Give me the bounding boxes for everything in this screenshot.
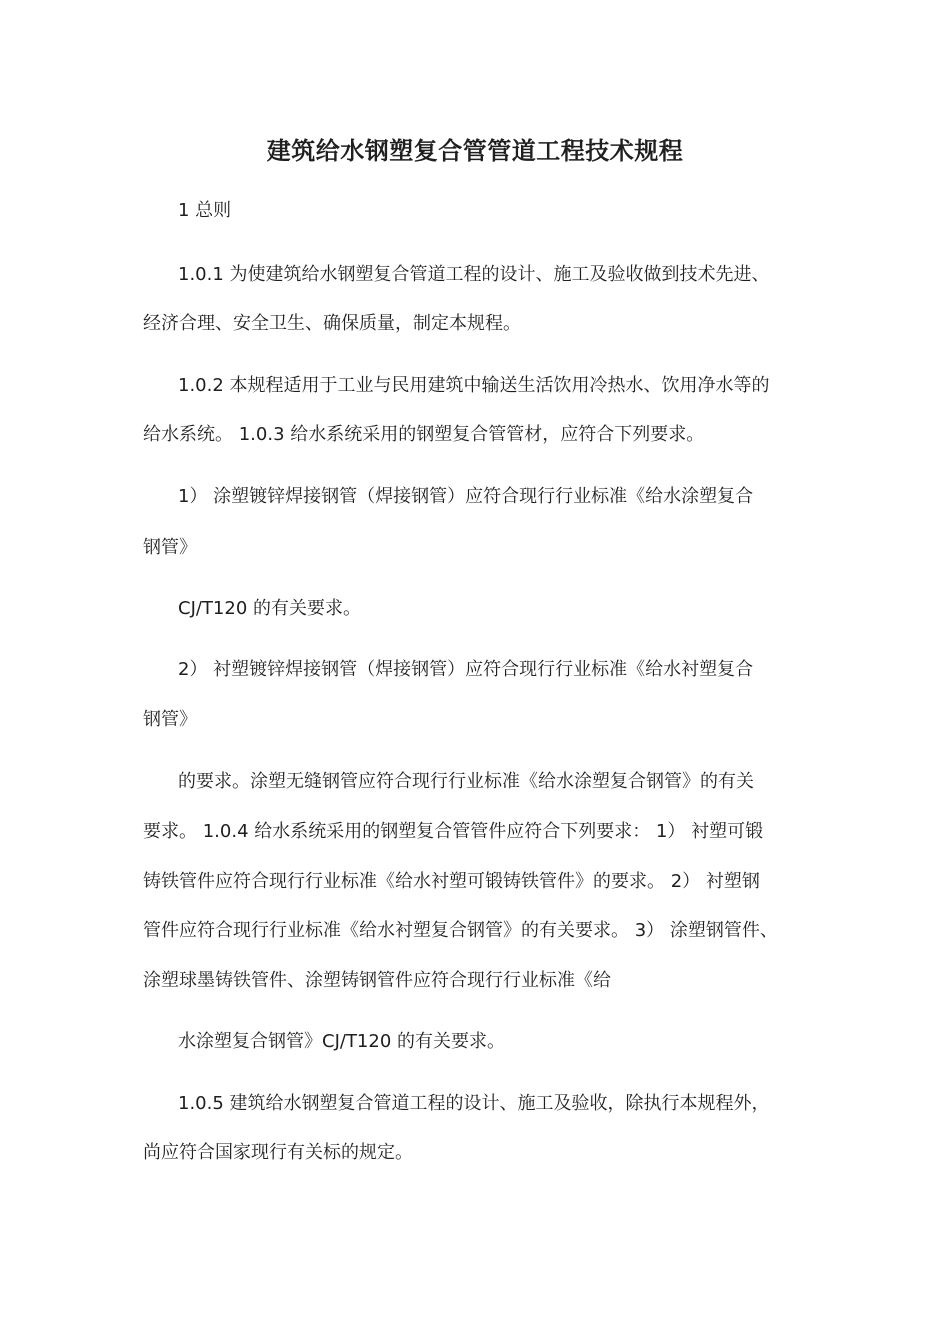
paragraph-line: 1.0.2 本规程适用于工业与民用建筑中输送生活饮用冷热水、饮用净水等的 bbox=[178, 375, 770, 396]
paragraph-line: 铸铁管件应符合现行行业标准《给水衬塑可锻铸铁管件》的要求。 2） 衬塑钢 bbox=[143, 871, 760, 892]
paragraph-line: 要求。 1.0.4 给水系统采用的钢塑复合管管件应符合下列要求： 1） 衬塑可锻 bbox=[143, 821, 764, 842]
paragraph-line: 经济合理、安全卫生、确保质量，制定本规程。 bbox=[143, 313, 521, 334]
paragraph-line: 钢管》 bbox=[143, 709, 197, 730]
paragraph-line: 1） 涂塑镀锌焊接钢管（焊接钢管）应符合现行行业标准《给水涂塑复合 bbox=[178, 486, 754, 507]
paragraph-line: 涂塑球墨铸铁管件、涂塑铸钢管件应符合现行行业标准《给 bbox=[143, 970, 611, 991]
paragraph-line: 1.0.1 为使建筑给水钢塑复合管道工程的设计、施工及验收做到技术先进、 bbox=[178, 264, 770, 285]
paragraph-line: 1.0.5 建筑给水钢塑复合管道工程的设计、施工及验收，除执行本规程外， bbox=[178, 1093, 770, 1114]
paragraph-line: CJ/T120 的有关要求。 bbox=[178, 598, 362, 619]
paragraph-line: 钢管》 bbox=[143, 537, 197, 558]
paragraph-line: 尚应符合国家现行有关标的规定。 bbox=[143, 1142, 413, 1163]
paragraph-line: 2） 衬塑镀锌焊接钢管（焊接钢管）应符合现行行业标准《给水衬塑复合 bbox=[178, 659, 754, 680]
paragraph-line: 水涂塑复合钢管》CJ/T120 的有关要求。 bbox=[178, 1031, 506, 1052]
section-heading: 1 总则 bbox=[178, 200, 232, 221]
paragraph-line: 给水系统。 1.0.3 给水系统采用的钢塑复合管管材，应符合下列要求。 bbox=[143, 424, 705, 445]
paragraph-line: 管件应符合现行行业标准《给水衬塑复合钢管》的有关要求。 3） 涂塑钢管件、 bbox=[143, 920, 778, 941]
paragraph-line: 的要求。涂塑无缝钢管应符合现行行业标准《给水涂塑复合钢管》的有关 bbox=[178, 771, 754, 792]
document-title: 建筑给水钢塑复合管管道工程技术规程 bbox=[266, 137, 684, 165]
